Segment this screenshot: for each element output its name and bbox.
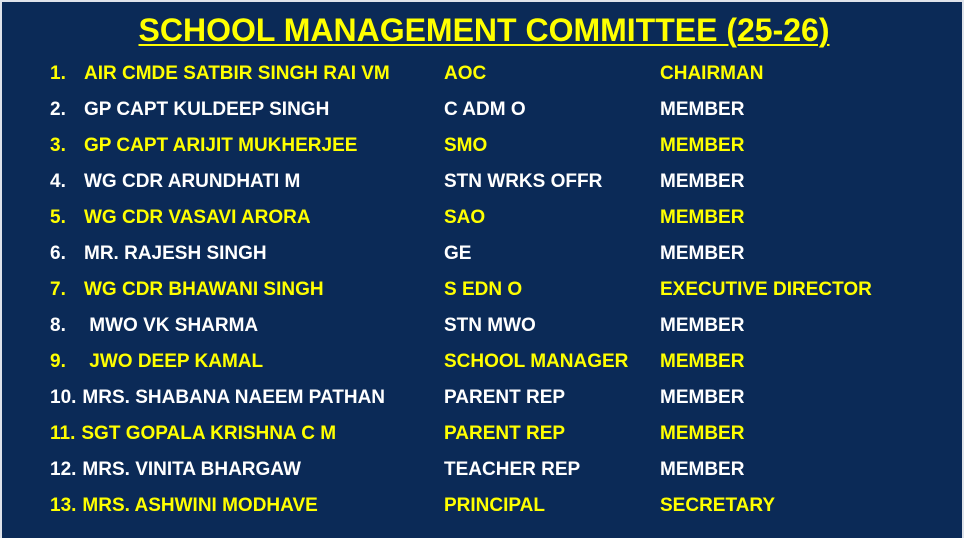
member-role: MEMBER <box>660 207 745 228</box>
member-appointment: S EDN O <box>444 279 523 300</box>
member-role: MEMBER <box>660 351 745 372</box>
member-number: 11. <box>50 423 76 444</box>
member-name: WG CDR ARUNDHATI M <box>84 171 301 192</box>
member-role: EXECUTIVE DIRECTOR <box>660 279 872 300</box>
member-row-4 <box>2 164 964 200</box>
member-appointment: STN WRKS OFFR <box>444 171 603 192</box>
member-list <box>2 56 964 524</box>
member-row-5 <box>2 200 964 236</box>
member-name: JWO DEEP KAMAL <box>84 351 264 372</box>
member-number: 7. <box>50 279 66 300</box>
member-role: MEMBER <box>660 423 745 444</box>
member-name: MRS. ASHWINI MODHAVE <box>82 495 318 516</box>
member-number: 12. <box>50 459 77 480</box>
slide-title: SCHOOL MANAGEMENT COMMITTEE (25-26) <box>138 12 830 48</box>
member-name: WG CDR VASAVI ARORA <box>84 207 311 228</box>
member-name: MRS. VINITA BHARGAW <box>82 459 301 480</box>
member-appointment: SMO <box>444 135 488 156</box>
member-role: MEMBER <box>660 387 745 408</box>
member-row-8 <box>2 308 964 344</box>
member-name: AIR CMDE SATBIR SINGH RAI VM <box>84 63 390 84</box>
member-role: MEMBER <box>660 315 745 336</box>
member-row-6 <box>2 236 964 272</box>
member-appointment: C ADM O <box>444 99 526 120</box>
member-name: GP CAPT ARIJIT MUKHERJEE <box>84 135 358 156</box>
member-role: MEMBER <box>660 99 745 120</box>
member-appointment: AOC <box>444 63 487 84</box>
member-row-1 <box>2 56 964 92</box>
member-appointment: PARENT REP <box>444 423 566 444</box>
member-name: WG CDR BHAWANI SINGH <box>84 279 324 300</box>
member-name: GP CAPT KULDEEP SINGH <box>84 99 330 120</box>
member-appointment: SAO <box>444 207 486 228</box>
member-number: 1. <box>50 63 66 84</box>
member-number: 3. <box>50 135 66 156</box>
member-role: SECRETARY <box>660 495 776 516</box>
member-row-3 <box>2 128 964 164</box>
member-number: 10. <box>50 387 77 408</box>
member-appointment: STN MWO <box>444 315 536 336</box>
member-appointment: TEACHER REP <box>444 459 581 480</box>
member-number: 4. <box>50 171 66 192</box>
member-name: MRS. SHABANA NAEEM PATHAN <box>82 387 386 408</box>
member-appointment: PRINCIPAL <box>444 495 545 516</box>
member-number: 9. <box>50 351 66 372</box>
member-name: MWO VK SHARMA <box>84 315 259 336</box>
member-number: 6. <box>50 243 66 264</box>
member-role: CHAIRMAN <box>660 63 764 84</box>
member-role: MEMBER <box>660 135 745 156</box>
member-number: 5. <box>50 207 66 228</box>
member-row-10 <box>2 380 964 416</box>
member-row-9 <box>2 344 964 380</box>
member-number: 8. <box>50 315 66 336</box>
member-role: MEMBER <box>660 243 745 264</box>
member-role: MEMBER <box>660 459 745 480</box>
member-role: MEMBER <box>660 171 745 192</box>
member-row-12 <box>2 452 964 488</box>
member-appointment: PARENT REP <box>444 387 566 408</box>
member-row-7 <box>2 272 964 308</box>
member-appointment: SCHOOL MANAGER <box>444 351 629 372</box>
member-row-2 <box>2 92 964 128</box>
member-name: SGT GOPALA KRISHNA C M <box>81 423 337 444</box>
member-number: 13. <box>50 495 77 516</box>
member-name: MR. RAJESH SINGH <box>84 243 267 264</box>
member-number: 2. <box>50 99 66 120</box>
member-row-13 <box>2 488 964 524</box>
member-row-11 <box>2 416 964 452</box>
member-appointment: GE <box>444 243 472 264</box>
